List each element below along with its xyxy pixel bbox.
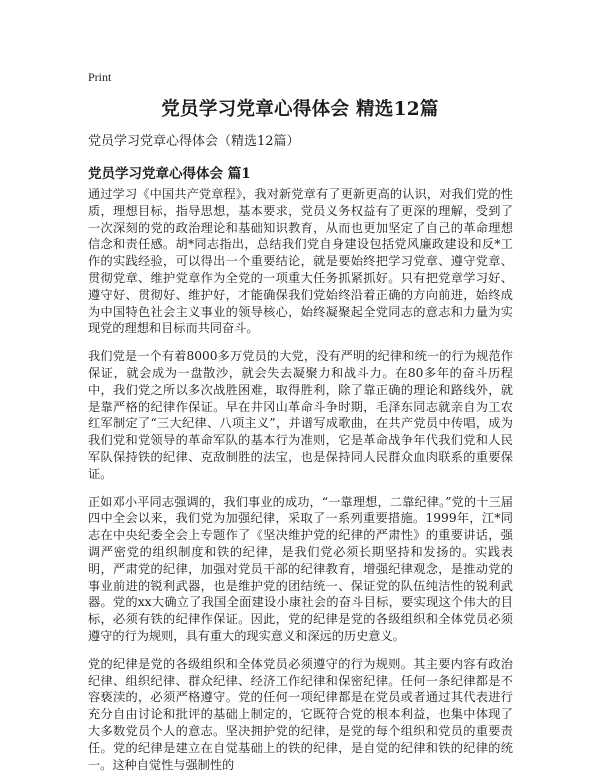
paragraph-4: 党的纪律是党的各级组织和全体党员必须遵守的行为规则。其主要内容有政治纪律、组织纪律、群众纪律、经济工作纪律和保密纪律。任何一条纪律都是不容亵渎的，必须严格遵守。党的任何一项纪律都是在党员或者通过其代表进行充分自由讨论和批评的基础上制定的，它既符合党的根本利益，也集中体现了大多数党员个人的意志。坚决拥护党的纪律，是党的每个组织和党员的重要责任。党的纪律是建立在自觉基础上的铁的纪律，是自觉的纪律和铁的纪律的统一。这种自觉性与强制性的	[88, 656, 513, 772]
paragraph-3: 正如邓小平同志强调的，我们事业的成功，“一靠理想，二靠纪律。”党的十三届四中全会以来，我们党为加强纪律，采取了一系列重要措施。1999年，江*同志在中央纪委全会上专题作了《坚决维护党的纪律的严肃性》的重要讲话，强调严密党的组织制度和铁的纪律，是我们党必须长期坚持和发扬的。实践表明，严肃党的纪律，加强对党员干部的纪律教育，增强纪律观念，是推动党的事业前进的锐利武器，也是维护党的团结统一、保证党的队伍纯洁性的锐利武器。党的xx大确立了我国全面建设小康社会的奋斗目标，要实现这个伟大的目标，必须有铁的纪律作保证。因此，党的纪律是党的各级组织和全体党员必须遵守的行为规则，具有重大的现实意义和深远的历史意义。	[88, 494, 513, 643]
body-text	[88, 186, 513, 784]
paragraph-2: 我们党是一个有着8000多万党员的大党，没有严明的纪律和统一的行为规范作保证，就会成为一盘散沙，就会失去凝聚力和战斗力。在80多年的奋斗历程中，我们党之所以多次战胜困难，取得胜利，除了靠正确的理论和路线外，就是靠严格的纪律作保证。早在井冈山革命斗争时期，毛泽东同志就亲自为工农红军制定了“三大纪律、八项主义”，并谱写成歌曲，在共产党员中传唱，成为我们党和党领导的革命军队的基本行为准则，它是革命战争年代我们党和人民军队保持铁的纪律、克敌制胜的法宝，也是保持同人民群众血肉联系的重要保证。	[88, 349, 513, 481]
section-heading: 党员学习党章心得体会 篇1	[88, 166, 251, 182]
print-label: Print	[88, 70, 112, 84]
document-title: 党员学习党章心得体会 精选12篇	[161, 99, 439, 120]
paragraph-1: 通过学习《中国共产党章程》，我对新党章有了更新更高的认识，对我们党的性质，理想目标，指导思想，基本要求，党员义务权益有了更深的理解，受到了一次深刻的党的政治理论和基础知识教育，从而也更加坚定了自己的革命理想信念和责任感。胡*同志指出，总结我们党自身建设包括党风廉政建设和反*工作的实践经验，可以得出一个重要结论，就是要始终把学习党章、遵守党章、贯彻党章、维护党章作为全党的一项重大任务抓紧抓好。只有把党章学习好、遵守好、贯彻好、维护好，才能确保我们党始终沿着正确的方向前进，始终成为中国特色社会主义事业的领导核心，始终凝聚起全党同志的意志和力量为实现党的理想和目标而共同奋斗。	[88, 187, 513, 336]
document-subtitle: 党员学习党章心得体会（精选12篇）	[88, 134, 300, 149]
